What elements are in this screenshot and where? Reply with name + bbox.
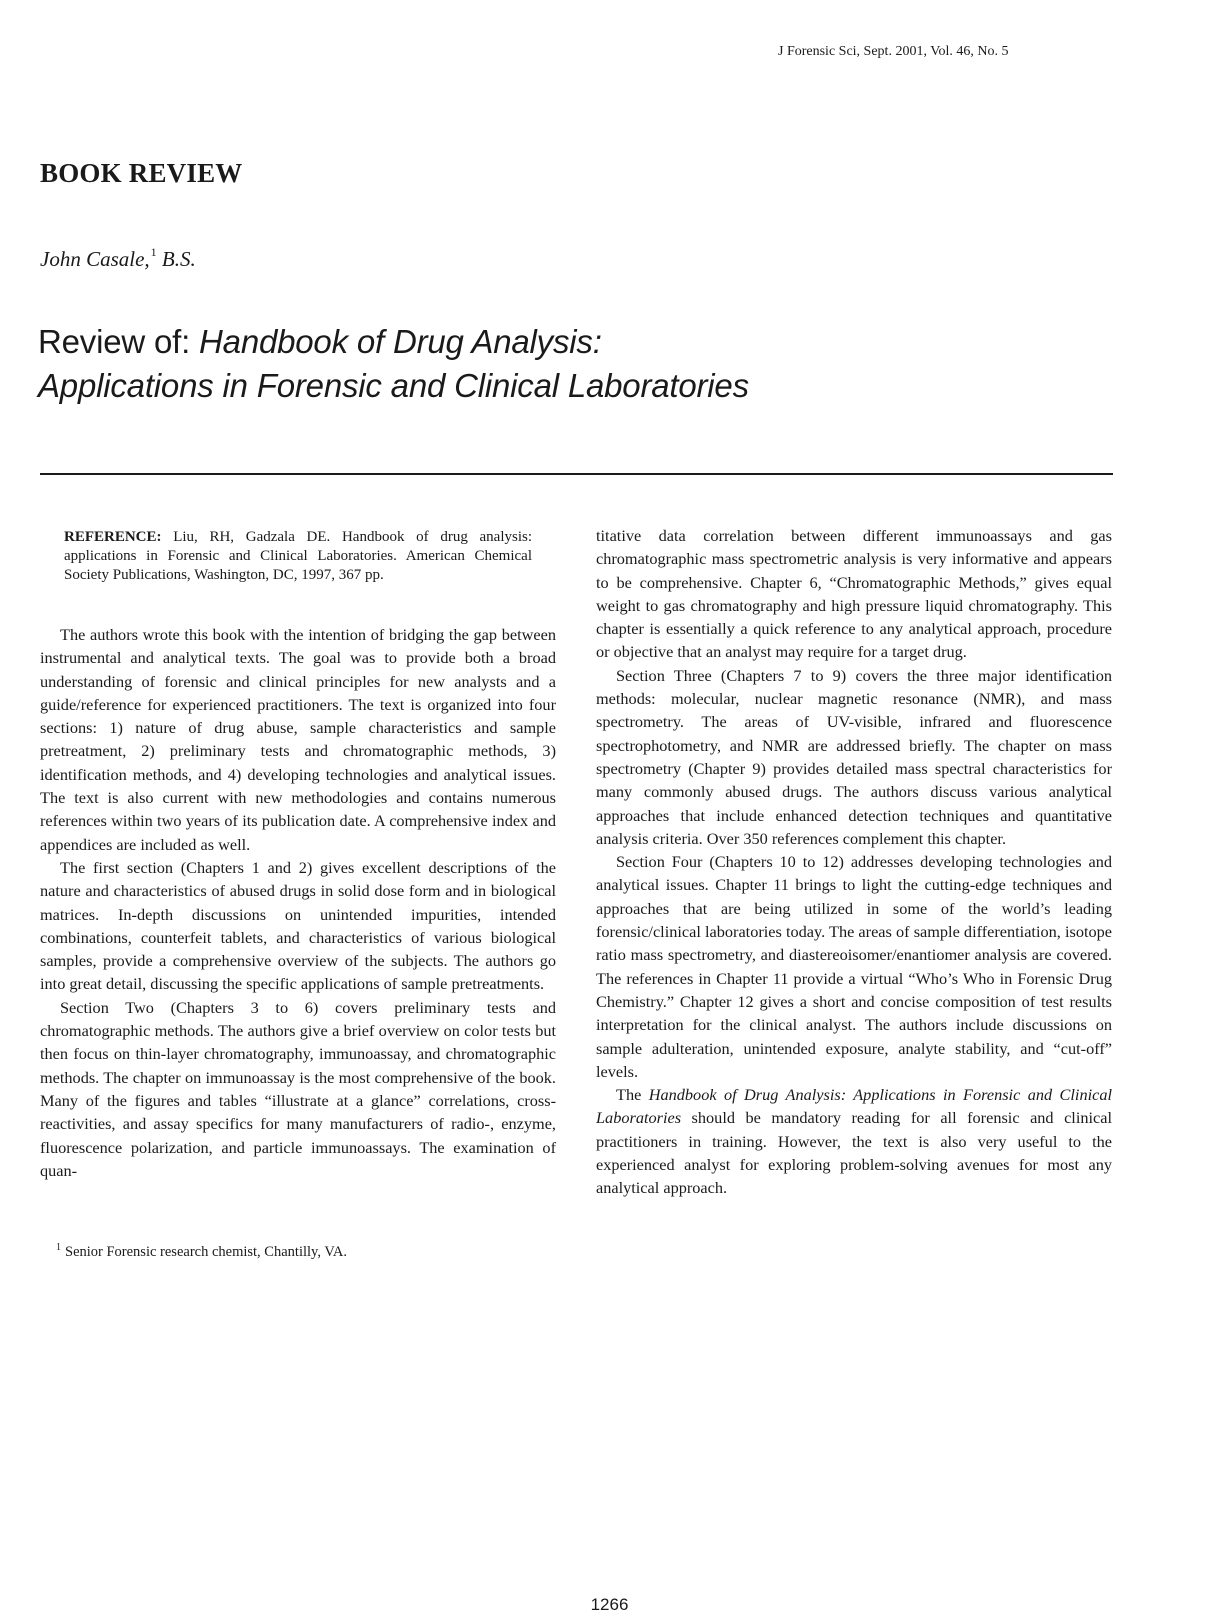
title-prefix: Review of:: [38, 323, 200, 360]
left-column: [40, 623, 556, 1182]
page-number: 1266: [590, 1595, 629, 1614]
footnote-mark: 1: [56, 1242, 61, 1253]
body-paragraph-1: The authors wrote this book with the intention of bridging the gap between instrumental and analytical texts. The goal was to provide both a broad understanding of forensic and clinical principles for new analysts and a guide/reference for experienced practitioners. The text is organized into four sections: 1) nature of drug abuse, sample characteristics and sample pretreatment, 2) preliminary tests and chromatographic methods, 3) identification methods, and 4) developing technologies and analytical issues. The text is also current with new methodologies and contains numerous references within two years of its publication date. A comprehensive index and appendices are included as well.: [40, 625, 556, 854]
author-footnote-mark: 1: [150, 245, 157, 259]
footnote: [56, 1242, 536, 1261]
running-head: J Forensic Sci, Sept. 2001, Vol. 46, No. 5: [778, 44, 1009, 59]
p6-start: The: [616, 1085, 649, 1105]
title-divider: [40, 473, 1113, 475]
body-paragraph-4: Section Three (Chapters 7 to 9) covers the three major identification methods: molecular, nuclear magnetic resonance (NMR), and mass spectrometry. The areas of UV-visible, infrared and fluorescence spectrophotometry, and NMR are addressed briefly. The chapter on mass spectrometry (Chapter 9) provides detailed mass spectral characteristics for many commonly abused drugs. The authors discuss various analytical approaches that include enhanced detection techniques and quantitative analysis criteria. Over 350 references complement this chapter.: [596, 665, 1112, 848]
body-paragraph-3-start: Section Two (Chapters 3 to 6) covers preliminary tests and chromatographic methods. The authors give a brief overview on color tests but then focus on thin-layer chromatography, immunoassay, and chromatographic methods. The chapter on immunoassay is the most comprehensive of the book. Many of the figures and tables “illustrate at a glance” correlations, cross-reactivities, and assay specifics for many manufacturers of radio-, enzyme, fluorescence polarization, and particle immunoassays. The examination of quan-: [40, 997, 556, 1180]
title-book-line-2: Applications in Forensic and Clinical Laboratories: [38, 367, 749, 404]
section-label: BOOK REVIEW: [40, 158, 243, 188]
reference-text: Liu, RH, Gadzala DE. Handbook of drug analysis: applications in Forensic and Clinical Laboratories. American Chemical Society Publications, Washington, DC, 1997, 367 pp.: [64, 529, 532, 583]
author-byline: [40, 245, 196, 272]
p6-book-title: Handbook of Drug Analysis: Applications in Forensic and Clinical Laboratories: [596, 1085, 1112, 1128]
author-degree: B.S.: [161, 247, 196, 271]
footnote-text: Senior Forensic research chemist, Chantilly, VA.: [65, 1244, 348, 1260]
body-paragraph-5: Section Four (Chapters 10 to 12) addresses developing technologies and analytical issues. Chapter 11 brings to light the cutting-edge techniques and approaches that are being utilized in some of the world’s leading forensic/clinical laboratories today. The areas of sample differentiation, isotope ratio mass spectrometry, and diastereoisomer/enantiomer analysis are covered. The references in Chapter 11 provide a virtual “Who’s Who in Forensic Drug Chemistry.” Chapter 12 gives a short and concise composition of test results interpretation for the clinical analyst. The authors include discussions on sample adulteration, unintended exposure, analyte stability, and “cut-off” levels.: [596, 852, 1112, 1081]
title-book-line-1: Handbook of Drug Analysis:: [199, 323, 602, 360]
body-paragraph-3-continued: titative data correlation between different immunoassays and gas chromatographic mass spectrometric analysis is very informative and appears to be comprehensive. Chapter 6, “Chromatographic Methods,” gives equal weight to gas chromatography and high pressure liquid chromatography. This chapter is essentially a quick reference to any analytical approach, procedure or objective that an analyst may require for a target drug.: [596, 526, 1112, 662]
title-line-1: [38, 320, 1098, 364]
reference-block: [64, 528, 532, 585]
body-paragraph-6: [596, 1083, 1112, 1199]
article-title: [38, 320, 1098, 408]
p6-end: should be mandatory reading for all forensic and clinical practitioners in training. However, the text is also very useful to the experienced analyst for exploring problem-solving avenues for most any analytical approach.: [596, 1108, 1112, 1198]
reference-label: REFERENCE:: [64, 529, 162, 545]
body-paragraph-2: The first section (Chapters 1 and 2) gives excellent descriptions of the nature and characteristics of abused drugs in solid dose form and in biological matrices. In-depth discussions on unintended impurities, intended combinations, counterfeit tablets, and characteristics of various biological samples, provide a comprehensive overview of the subjects. The authors go into great detail, discussing the specific applications of sample pretreatments.: [40, 857, 556, 994]
right-column: [596, 524, 1112, 1200]
author-name: John Casale,: [40, 247, 150, 271]
